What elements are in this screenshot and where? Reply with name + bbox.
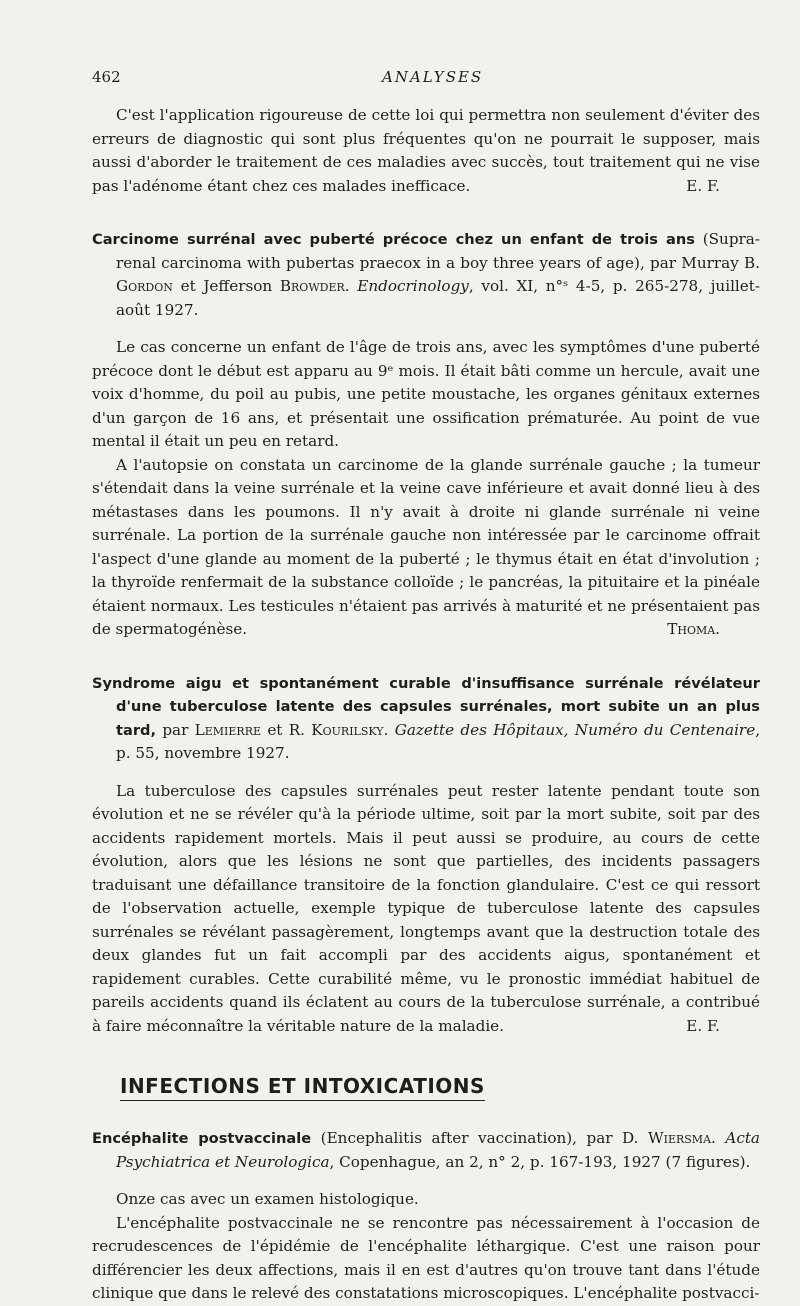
article1-signature: Thoma. (667, 620, 720, 638)
intro-paragraph (92, 104, 760, 198)
article3-ref-a: (Encephalitis after vaccination), par D. (311, 1129, 648, 1147)
intro-signature: E. F. (686, 176, 720, 195)
article1-ref-a: (Supra-renal carcinoma with pubertas praecox in a boy three years of age), par Murray B. (116, 230, 760, 272)
article2-ref-d: , p. 55, novembre 1927. (116, 720, 761, 762)
article2-journal: Gazette des Hôpitaux, Numéro du Centenaire (394, 720, 756, 739)
article1-title: Carcinome surrénal avec puberté précoce chez un enfant de trois ans (92, 231, 695, 248)
article3-ref-c: , Copenhague, an 2, n° 2, p. 167-193, 1927 (7 figures). (329, 1152, 751, 1171)
article3-reference (92, 1127, 760, 1174)
article2-ref-b: et R. (261, 720, 312, 739)
article2-author1: Lemierre (194, 720, 262, 739)
article2-author2: Kourilsky (311, 720, 384, 739)
article1-ref-c: . (344, 277, 358, 295)
article1-ref-b: et Jefferson (172, 277, 280, 295)
article1-paragraph-2-text: A l'autopsie on constata un carcinome de la glande surrénale gauche ; la tumeur s'étendait dans la veine surrénale et la veine cave inférieure et avait donné lieu à des métastases dans les poumons. Il n'y avait à droite ni glande surrénale ni veine surrénale. La portion de la surrénale gauche non intéressée par le carcinome offrait l'aspect d'une glande au moment de la puberté ; le thymus était en état d'involution ; la thyroïde renfermait de la substance colloïde ; le pancréas, la pituitaire et la pinéale étaient normaux. Les testicules n'étaient pas arrivés à maturité et ne présentaient pas de spermatogénèse. (92, 455, 760, 638)
article3-author1: Wiersma (648, 1129, 712, 1147)
section-heading: INFECTIONS ET INTOXICATIONS (120, 1074, 485, 1101)
article3-paragraph-1: Onze cas avec un examen histologique. (116, 1190, 419, 1208)
article1-reference (92, 228, 760, 322)
article3-title: Encéphalite postvaccinale (92, 1130, 312, 1147)
running-title: ANALYSES (382, 68, 484, 86)
article2-ref-a: par (156, 720, 195, 739)
article1-ref-d: , vol. XI, n°ˢ 4-5, p. 265-278, juillet-août 1927. (116, 277, 761, 319)
article1-paragraph-1: Le cas concerne un enfant de l'âge de trois ans, avec les symptômes d'une puberté précoce dont le début est apparu au 9ᵉ mois. Il était bâti comme un hercule, avait une voix d'homme, du poil au pubis, une petite moustache, les organes génitaux externes d'un garçon de 16 ans, et présentait une ossification prématurée. Au point de vue mental il était un peu en retard. (92, 338, 760, 450)
article2-paragraph-1 (92, 780, 760, 1039)
page-header (92, 68, 760, 104)
article1-journal: Endocrinology (357, 277, 469, 295)
article1-author2: Browder (279, 277, 345, 295)
article1-author1: Gordon (116, 277, 173, 295)
article2-paragraph-1-text: La tuberculose des capsules surrénales peut rester latente pendant toute son évolution et ne se révéler qu'à la période ultime, soit par la mort subite, soit par des accidents rapidement mortels. Mais il peut aussi se produire, au cours de cette évolution, alors que les lésions ne sont que partielles, des incidents passagers traduisant une défaillance transitoire de la fonction glandulaire. C'est ce qui ressort de l'observation actuelle, exemple typique de tuberculose latente des capsules surrénales se révélant passagèrement, longtemps avant que la destruction totale des deux glandes fut un fait accompli par des accidents aigus, spontanément et rapidement curables. Cette curabilité même, vu le pronostic immédiat habituel de pareils accidents quand ils éclatent au cours de la tuberculose surrénale, a contribué à faire méconnaître la véritable nature de la maladie. (92, 781, 760, 1035)
article3-journal: Acta Psychiatrica et Neurologica (116, 1129, 760, 1171)
article2-reference (92, 672, 760, 766)
article1-paragraph-2 (92, 454, 760, 642)
article3-ref-b: . (711, 1129, 726, 1147)
page-number: 462 (92, 68, 121, 86)
article2-ref-c: . (383, 720, 395, 739)
article2-title: Syndrome aigu et spontanément curable d'insuffisance surrénale révélateur d'une tuberculose latente des capsules surrénales, mort subite un an plus tard, (92, 674, 760, 739)
article3-paragraph-2: L'encéphalite postvaccinale ne se rencontre pas nécessairement à l'occasion de recrudescences de l'épidémie de l'encéphalite léthargique. C'est une raison pour différencier les deux affections, mais il en est d'autres qu'on trouve tant dans l'étude clinique que dans le relevé des constatations microscopiques. L'encéphalite postvacci- (92, 1213, 760, 1302)
article2-signature: E. F. (686, 1016, 720, 1035)
intro-text: C'est l'application rigoureuse de cette loi qui permettra non seulement d'éviter des erreurs de diagnostic qui sont plus fréquentes qu'on ne pourrait le supposer, mais aussi d'aborder le traitement de ces maladies avec succès, tout traitement qui ne vise pas l'adénome étant chez ces malades inefficace. (92, 106, 760, 195)
